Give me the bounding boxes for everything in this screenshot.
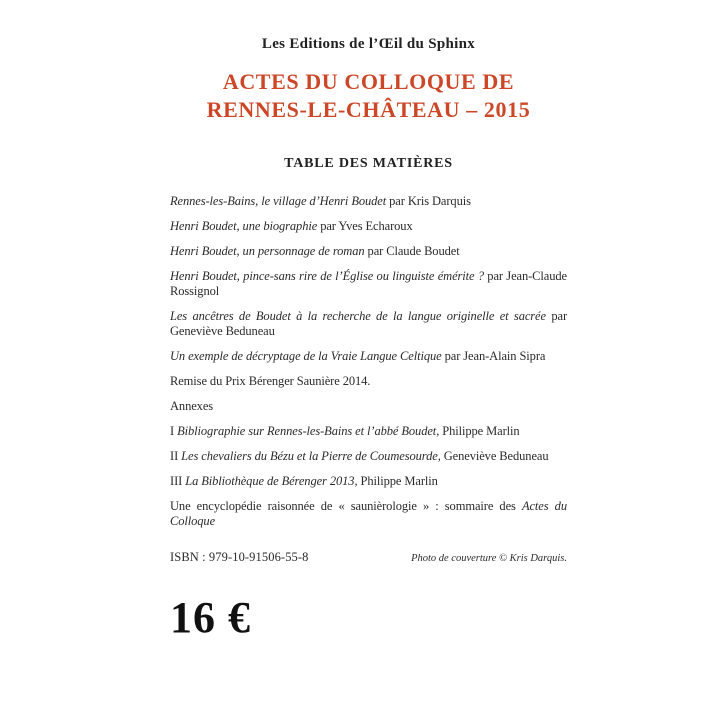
toc-entry-segment: par Yves Echaroux	[317, 219, 413, 233]
toc-entry-segment: , Philippe Marlin	[436, 424, 520, 438]
toc-entry-segment: par Jean-Claude Rossignol	[170, 269, 567, 298]
toc-entry	[170, 219, 567, 234]
toc-entry	[170, 424, 567, 439]
toc-entry	[170, 374, 567, 389]
toc-entry-segment: II	[170, 449, 182, 463]
photo-credit: Photo de couverture © Kris Darquis.	[411, 553, 567, 564]
toc-entry-segment: par Geneviève Beduneau	[170, 309, 568, 338]
toc-entry-segment: , Philippe Marlin	[354, 474, 438, 488]
toc-entry-segment: Actes du Colloque	[170, 499, 567, 528]
toc-entry-segment: III	[170, 474, 186, 488]
toc-entry	[170, 399, 567, 414]
toc-entry-segment: Henri Boudet, un personnage de roman	[170, 244, 365, 258]
toc-entry	[170, 244, 567, 259]
toc-entry-segment: par Jean-Alain Sipra	[441, 349, 546, 363]
toc-heading: TABLE DES MATIÈRES	[284, 156, 453, 171]
toc-entry-segment: Les chevaliers du Bézu et la Pierre de Coumesourde	[181, 449, 438, 463]
book-title-line2: RENNES-LE-CHÂTEAU – 2015	[206, 97, 531, 122]
toc-entry-segment: Bibliographie sur Rennes-les-Bains et l’abbé Boudet	[177, 424, 437, 438]
toc-entry-segment: Annexes	[170, 399, 214, 413]
publisher-name: Les Editions de l’Œil du Sphinx	[261, 36, 476, 52]
toc-entry	[170, 194, 567, 209]
toc-entry-segment: Les ancêtres de Boudet à la recherche de la langue originelle et sacrée	[170, 309, 546, 323]
toc-entry-segment: Henri Boudet, pince-sans rire de l’Église ou linguiste émérite ?	[170, 269, 484, 283]
toc-entry	[170, 499, 567, 529]
toc-entry-segment: I	[170, 424, 178, 438]
toc-entry	[170, 474, 567, 489]
toc-entry-segment: Rennes-les-Bains, le village d’Henri Boudet	[170, 194, 387, 208]
toc-entry	[170, 309, 567, 339]
toc-entry	[170, 449, 567, 464]
book-title-line1: ACTES DU COLLOQUE DE	[222, 69, 515, 94]
toc-entry	[170, 349, 567, 364]
footer-row	[170, 550, 567, 565]
toc-list	[170, 194, 567, 539]
toc-entry-segment: Henri Boudet, une biographie	[170, 219, 318, 233]
toc-entry	[170, 269, 567, 299]
toc-entry-segment: La Bibliothèque de Bérenger 2013	[185, 474, 355, 488]
isbn: ISBN : 979-10-91506-55-8	[170, 550, 309, 564]
toc-entry-segment: Une encyclopédie raisonnée de « saunièrologie » : sommaire des	[170, 499, 522, 513]
toc-entry-segment: , Geneviève Beduneau	[437, 449, 549, 463]
book-title	[170, 68, 567, 124]
price: 16 €	[170, 593, 251, 642]
toc-entry-segment: par Kris Darquis	[386, 194, 471, 208]
toc-entry-segment: par Claude Boudet	[364, 244, 460, 258]
toc-entry-segment: Remise du Prix Bérenger Saunière 2014.	[170, 374, 371, 388]
toc-entry-segment: Un exemple de décryptage de la Vraie Langue Celtique	[170, 349, 442, 363]
